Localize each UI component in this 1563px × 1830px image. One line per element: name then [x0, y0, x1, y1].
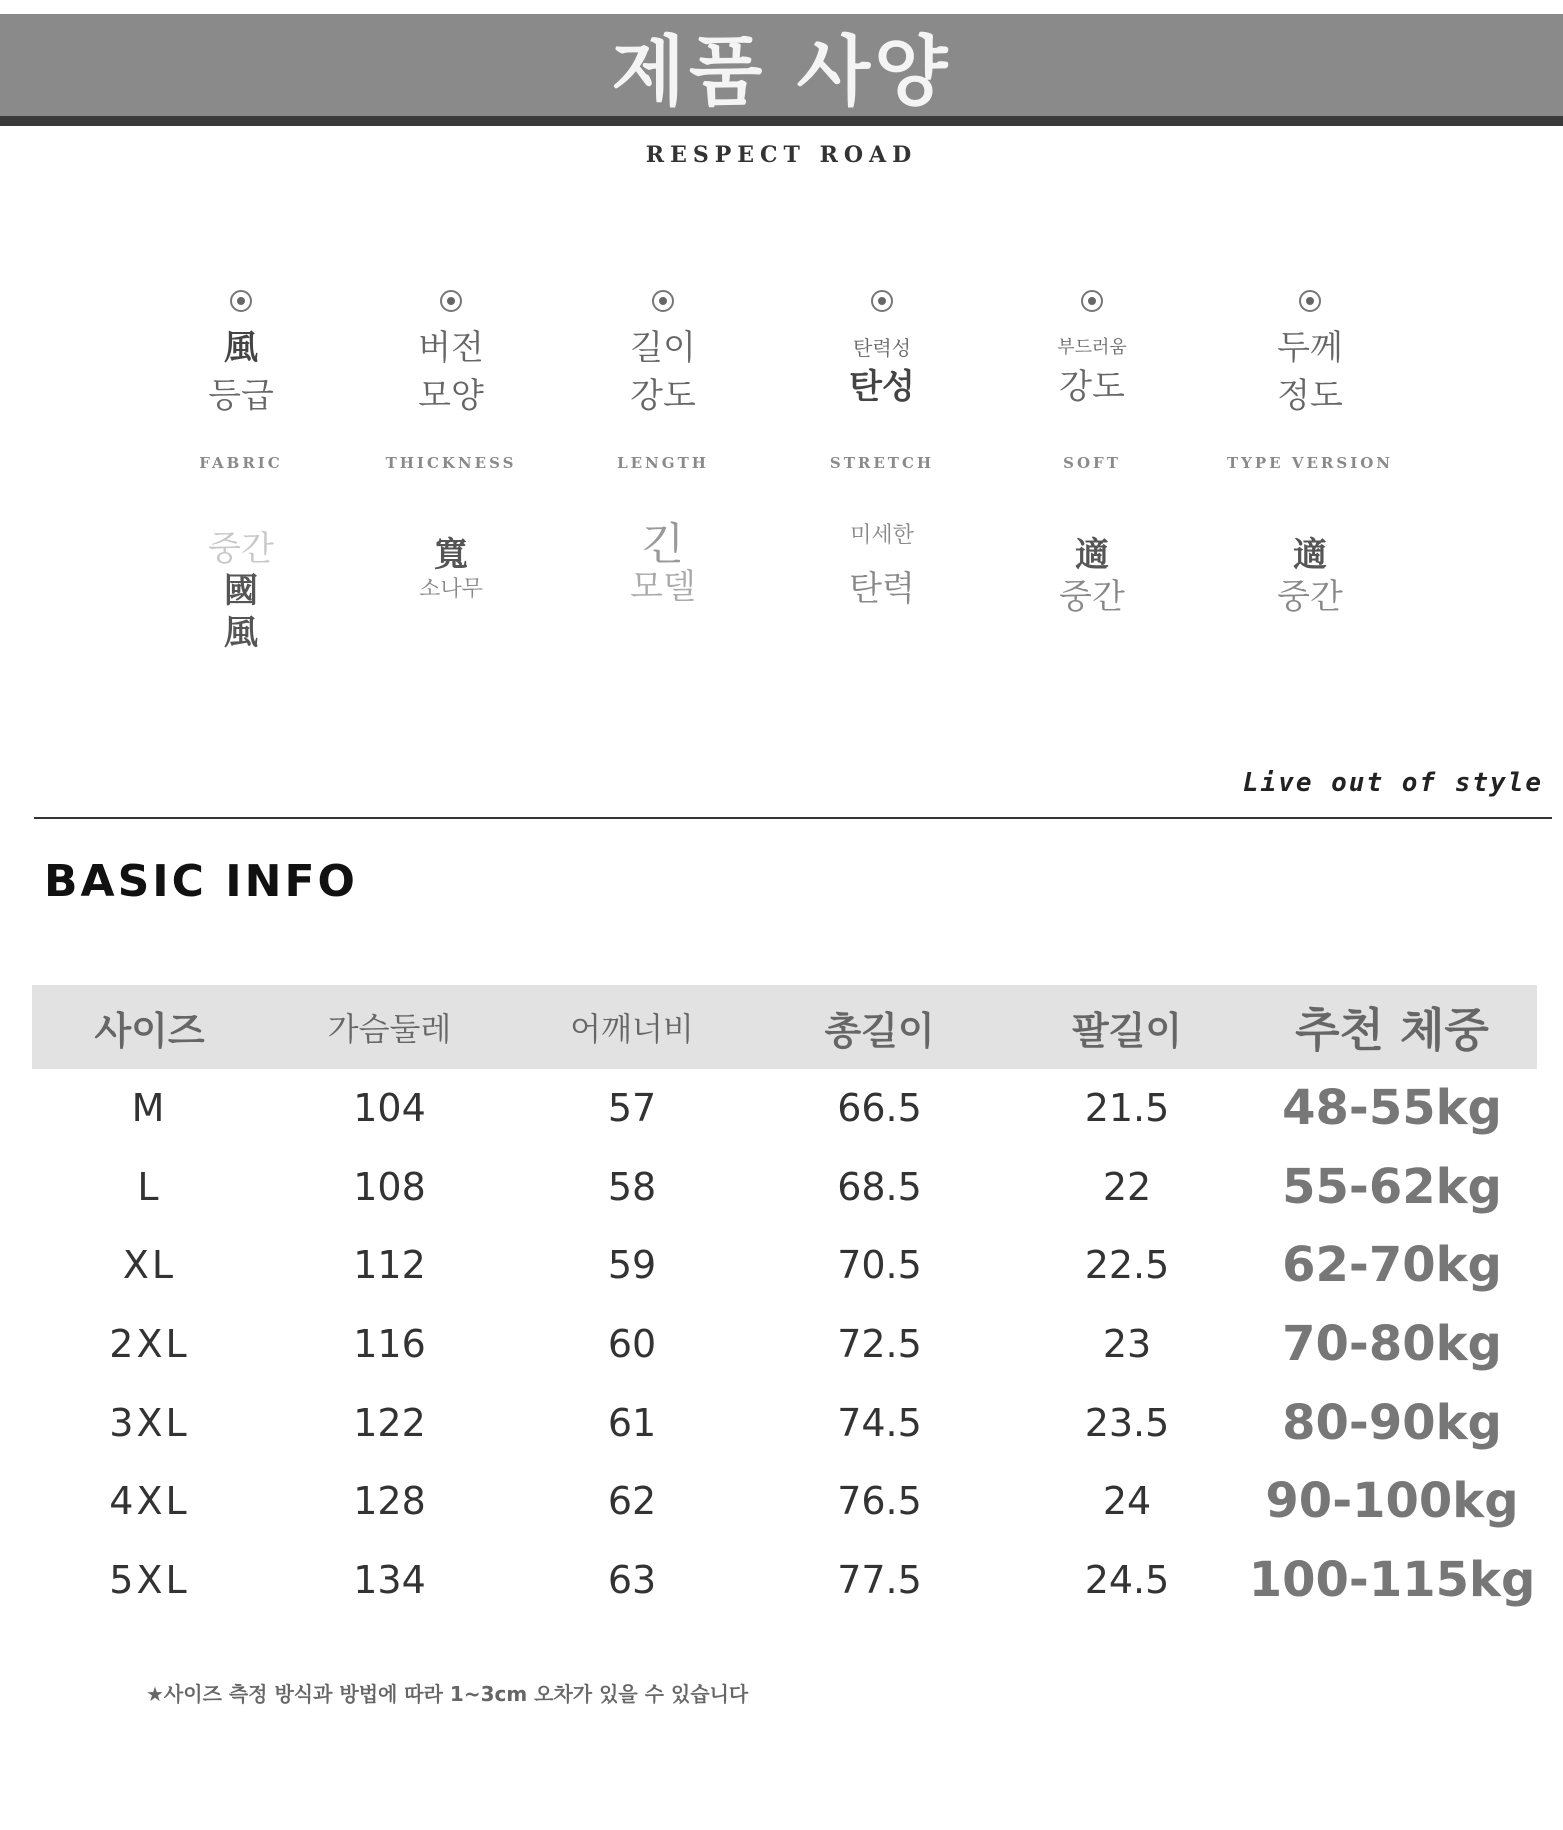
header-banner: [0, 14, 1563, 126]
header-sleeve: 팔길이: [1007, 985, 1247, 1069]
spec-fabric: [141, 290, 341, 654]
spec-name: 길이 강도: [630, 328, 696, 416]
spec-type-version: [1210, 290, 1410, 618]
spec-name-en: TYPE VERSION: [1227, 454, 1393, 472]
spec-length: [563, 290, 763, 608]
spec-name: 부드러움 강도: [1057, 337, 1127, 407]
spec-name: 風 등급: [208, 328, 274, 416]
radio-icon: [652, 290, 674, 312]
spec-value: 중간 國 風: [208, 529, 274, 653]
spec-name: 두께 정도: [1277, 328, 1343, 416]
header-shoulder: 어깨너비: [512, 985, 752, 1069]
radio-icon: [871, 290, 893, 312]
table-row: 3XL 122 61 74.5 23.5 80-90kg: [109, 1394, 1502, 1451]
divider: [34, 817, 1552, 819]
table-row: 5XL 134 63 77.5 24.5 100-115kg: [109, 1551, 1536, 1608]
table-row: XL 112 59 70.5 22.5 62-70kg: [122, 1237, 1502, 1294]
page-title: 제품 사양: [611, 27, 952, 116]
radio-icon: [230, 290, 252, 312]
spec-name-en: STRETCH: [829, 454, 935, 472]
spec-value: 미세한 탄력: [849, 523, 915, 609]
spec-name-en: LENGTH: [617, 454, 709, 472]
spec-name: 버전 모양: [418, 328, 484, 416]
tagline: Live out of style: [1242, 768, 1543, 798]
spec-name-en: SOFT: [1063, 454, 1121, 472]
header-chest: 가슴둘레: [267, 985, 512, 1069]
header-length: 총길이: [752, 985, 1007, 1069]
spec-value: 寬 소나무: [419, 535, 483, 602]
header-weight: 추천 체중: [1247, 985, 1537, 1069]
header-size: 사이즈: [32, 985, 267, 1069]
spec-stretch: [782, 290, 982, 610]
table-row: L 108 58 68.5 22 55-62kg: [137, 1158, 1502, 1215]
spec-name-en: FABRIC: [199, 454, 283, 472]
spec-value: 긴 모델: [630, 519, 696, 607]
radio-icon: [1081, 290, 1103, 312]
spec-value: 適 중간: [1059, 535, 1125, 617]
size-table: [32, 985, 1537, 1619]
spec-value: 適 중간: [1277, 535, 1343, 617]
table-row: 4XL 128 62 76.5 24 90-100kg: [109, 1473, 1519, 1530]
basic-info-title: BASIC INFO: [44, 856, 358, 907]
table-header-row: [32, 985, 1537, 1069]
table-row: M 104 57 66.5 21.5 48-55kg: [131, 1080, 1502, 1137]
spec-thickness: [351, 290, 551, 604]
spec-name: 탄력성 탄성: [849, 336, 915, 407]
radio-icon: [1299, 290, 1321, 312]
table-row: 2XL 116 60 72.5 23 70-80kg: [109, 1316, 1502, 1373]
spec-name-en: THICKNESS: [385, 454, 517, 472]
measurement-note: ★사이즈 측정 방식과 방법에 따라 1~3cm 오차가 있을 수 있습니다: [146, 1682, 749, 1706]
brand-subtitle: RESPECT ROAD: [645, 142, 918, 168]
radio-icon: [440, 290, 462, 312]
spec-soft: [992, 290, 1192, 618]
